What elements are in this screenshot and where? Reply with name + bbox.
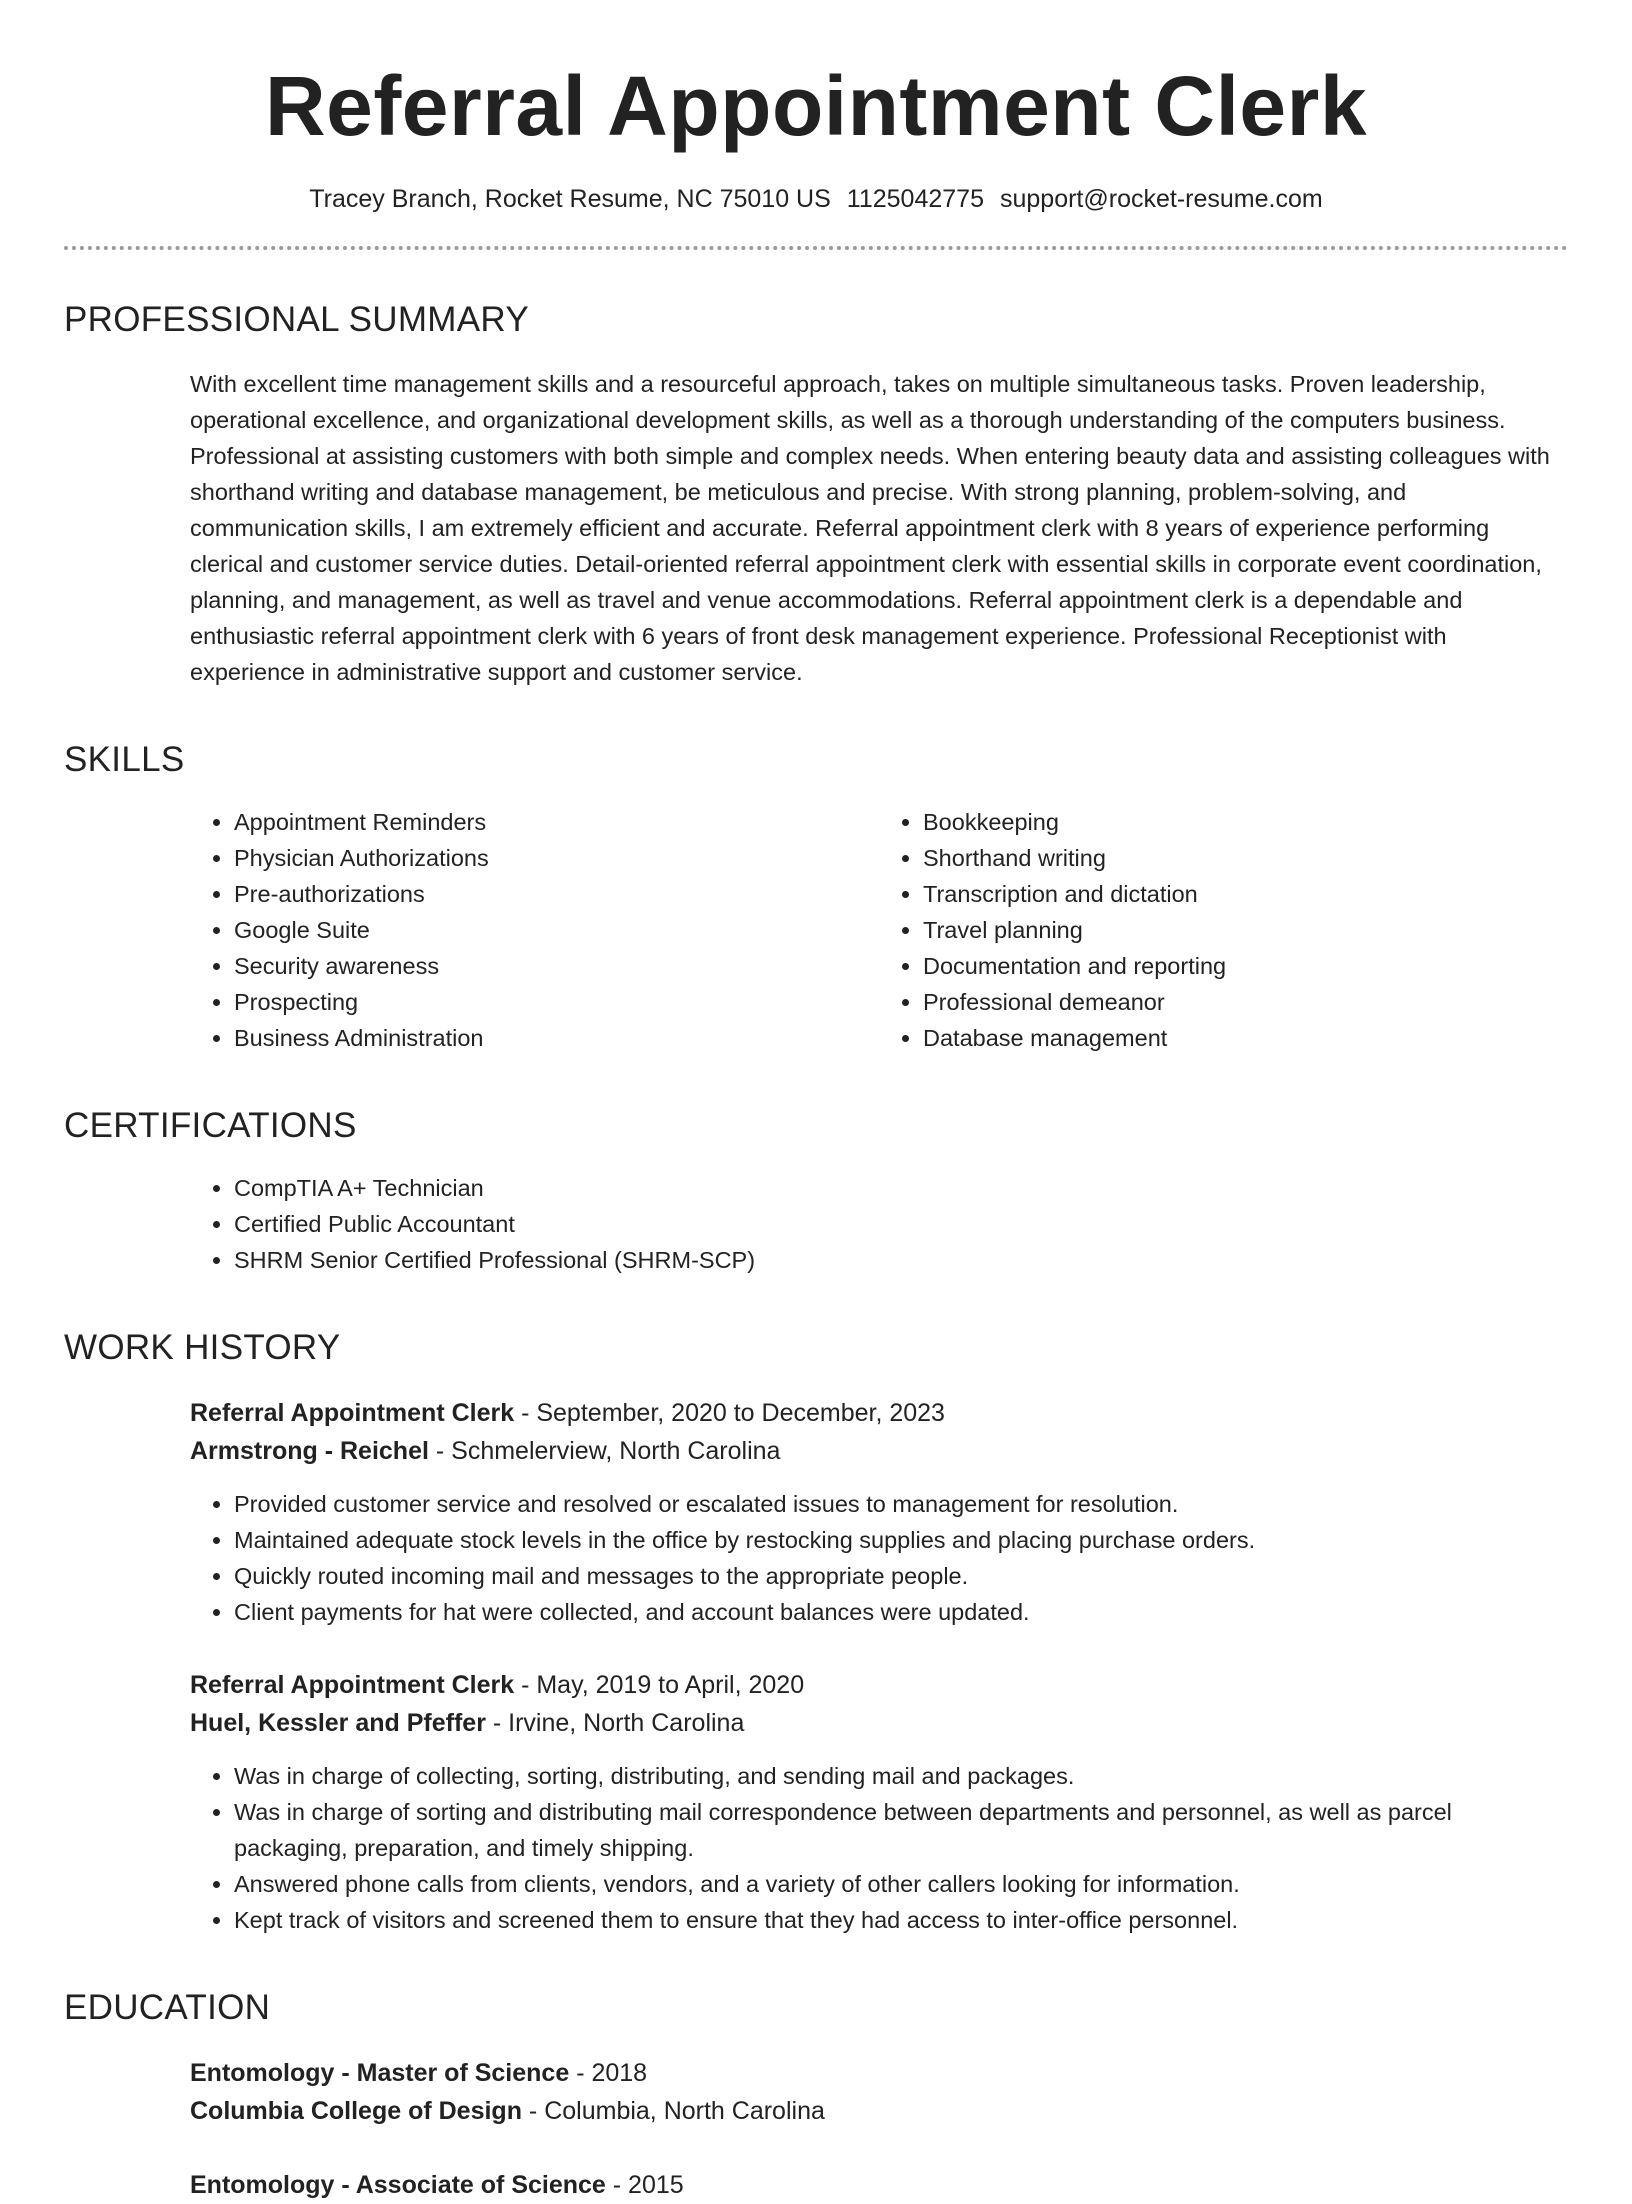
job-duties xyxy=(190,1758,1568,1938)
skill-item: • Google Suite xyxy=(234,912,879,948)
job-duty: • Client payments for hat were collected, and account balances were updated. xyxy=(234,1594,1568,1630)
contact-phone: 1125042775 xyxy=(846,185,984,213)
job-duty: • Provided customer service and resolved or escalated issues to management for resolution. xyxy=(234,1486,1568,1522)
job-duty: • Quickly routed incoming mail and messages to the appropriate people. xyxy=(234,1558,1568,1594)
education-heading: EDUCATION xyxy=(64,1988,271,2027)
job-duty: • Kept track of visitors and screened them to ensure that they had access to inter-office personnel. xyxy=(234,1902,1568,1938)
education-section xyxy=(0,1986,1632,2204)
education-degree: Entomology - Associate of Science xyxy=(190,2171,606,2199)
job-location: - Irvine, North Carolina xyxy=(485,1709,745,1737)
header-divider xyxy=(64,246,1568,250)
job-entry xyxy=(190,1394,1568,1630)
job-role: Referral Appointment Clerk xyxy=(190,1671,515,1699)
summary-section xyxy=(0,298,1632,690)
job-duty: • Was in charge of collecting, sorting, distributing, and sending mail and packages. xyxy=(234,1758,1568,1794)
summary-heading: PROFESSIONAL SUMMARY xyxy=(64,300,529,339)
skill-item: • Business Administration xyxy=(234,1020,879,1056)
skill-item: • Physician Authorizations xyxy=(234,840,879,876)
job-duties xyxy=(190,1486,1568,1630)
resume-title: Referral Appointment Clerk xyxy=(264,59,1368,153)
job-entry xyxy=(190,1666,1568,1938)
job-company-line xyxy=(190,1704,1568,1742)
work-history-section xyxy=(0,1326,1632,1938)
certification-item: • Certified Public Accountant xyxy=(234,1206,1568,1242)
job-duty: • Answered phone calls from clients, vendors, and a variety of other callers looking for information. xyxy=(234,1866,1568,1902)
skill-item: • Pre-authorizations xyxy=(234,876,879,912)
contact-email[interactable]: support@rocket-resume.com xyxy=(999,185,1323,213)
education-degree-line xyxy=(190,2054,1568,2092)
skill-item: • Shorthand writing xyxy=(923,840,1568,876)
contact-line xyxy=(0,182,1632,216)
skill-item: • Transcription and dictation xyxy=(923,876,1568,912)
education-degree-line xyxy=(190,2166,1568,2204)
job-role-line xyxy=(190,1666,1568,1704)
skill-item: • Appointment Reminders xyxy=(234,804,879,840)
skill-item: • Prospecting xyxy=(234,984,879,1020)
job-dates: - September, 2020 to December, 2023 xyxy=(514,1399,945,1427)
skill-item: • Database management xyxy=(923,1020,1568,1056)
education-school-line xyxy=(190,2092,1568,2130)
contact-address: Tracey Branch, Rocket Resume, NC 75010 US xyxy=(309,185,831,213)
job-role-line xyxy=(190,1394,1568,1432)
skill-item: • Travel planning xyxy=(923,912,1568,948)
skills-heading: SKILLS xyxy=(64,740,185,779)
skill-item: • Security awareness xyxy=(234,948,879,984)
job-duty: • Maintained adequate stock levels in the office by restocking supplies and placing purchase orders. xyxy=(234,1522,1568,1558)
skills-columns xyxy=(190,804,1568,1056)
job-role: Referral Appointment Clerk xyxy=(190,1399,515,1427)
education-degree: Entomology - Master of Science xyxy=(190,2059,570,2087)
skill-item: • Documentation and reporting xyxy=(923,948,1568,984)
job-duty: • Was in charge of sorting and distributing mail correspondence between departments and personnel, as well as parcel packaging, preparation, and timely shipping. xyxy=(234,1794,1568,1866)
certification-item: • CompTIA A+ Technician xyxy=(234,1170,1568,1206)
job-location: - Schmelerview, North Carolina xyxy=(428,1437,781,1465)
education-year: - 2015 xyxy=(605,2171,684,2199)
education-entry xyxy=(190,2054,1568,2130)
skills-list-left xyxy=(190,804,879,1056)
job-company: Armstrong - Reichel xyxy=(190,1437,429,1465)
education-school: Columbia College of Design xyxy=(190,2097,522,2125)
job-company-line xyxy=(190,1432,1568,1470)
skill-item: • Bookkeeping xyxy=(923,804,1568,840)
certification-item: • SHRM Senior Certified Professional (SHRM-SCP) xyxy=(234,1242,1568,1278)
certifications-section xyxy=(0,1104,1632,1278)
education-entry xyxy=(190,2166,1568,2204)
job-dates: - May, 2019 to April, 2020 xyxy=(514,1671,805,1699)
work-history-heading: WORK HISTORY xyxy=(64,1328,341,1367)
certifications-list xyxy=(190,1170,1568,1278)
certifications-heading: CERTIFICATIONS xyxy=(64,1106,357,1145)
summary-text: With excellent time management skills and a resourceful approach, takes on multiple simultaneous tasks. Proven leadership, operational excellence, and organizational development skills, as well as a thorough understanding of the computers business. Professional at assisting customers with both simple and complex needs. When entering beauty data and assisting colleagues with shorthand writing and database management, be meticulous and precise. With strong planning, problem-solving, and communication skills, I am extremely efficient and accurate. Referral appointment clerk with 8 years of experience performing clerical and customer service duties. Detail-oriented referral appointment clerk with essential skills in corporate event coordination, planning, and management, as well as travel and venue accommodations. Referral appointment clerk is a dependable and enthusiastic referral appointment clerk with 6 years of front desk management experience. Professional Receptionist with experience in administrative support and customer service. xyxy=(190,371,1550,685)
education-location: - Columbia, North Carolina xyxy=(521,2097,825,2125)
job-company: Huel, Kessler and Pfeffer xyxy=(190,1709,486,1737)
skill-item: • Professional demeanor xyxy=(923,984,1568,1020)
skills-list-right xyxy=(879,804,1568,1056)
education-year: - 2018 xyxy=(569,2059,648,2087)
certifications-list-wrap xyxy=(190,1170,1568,1278)
skills-section xyxy=(0,738,1632,1056)
